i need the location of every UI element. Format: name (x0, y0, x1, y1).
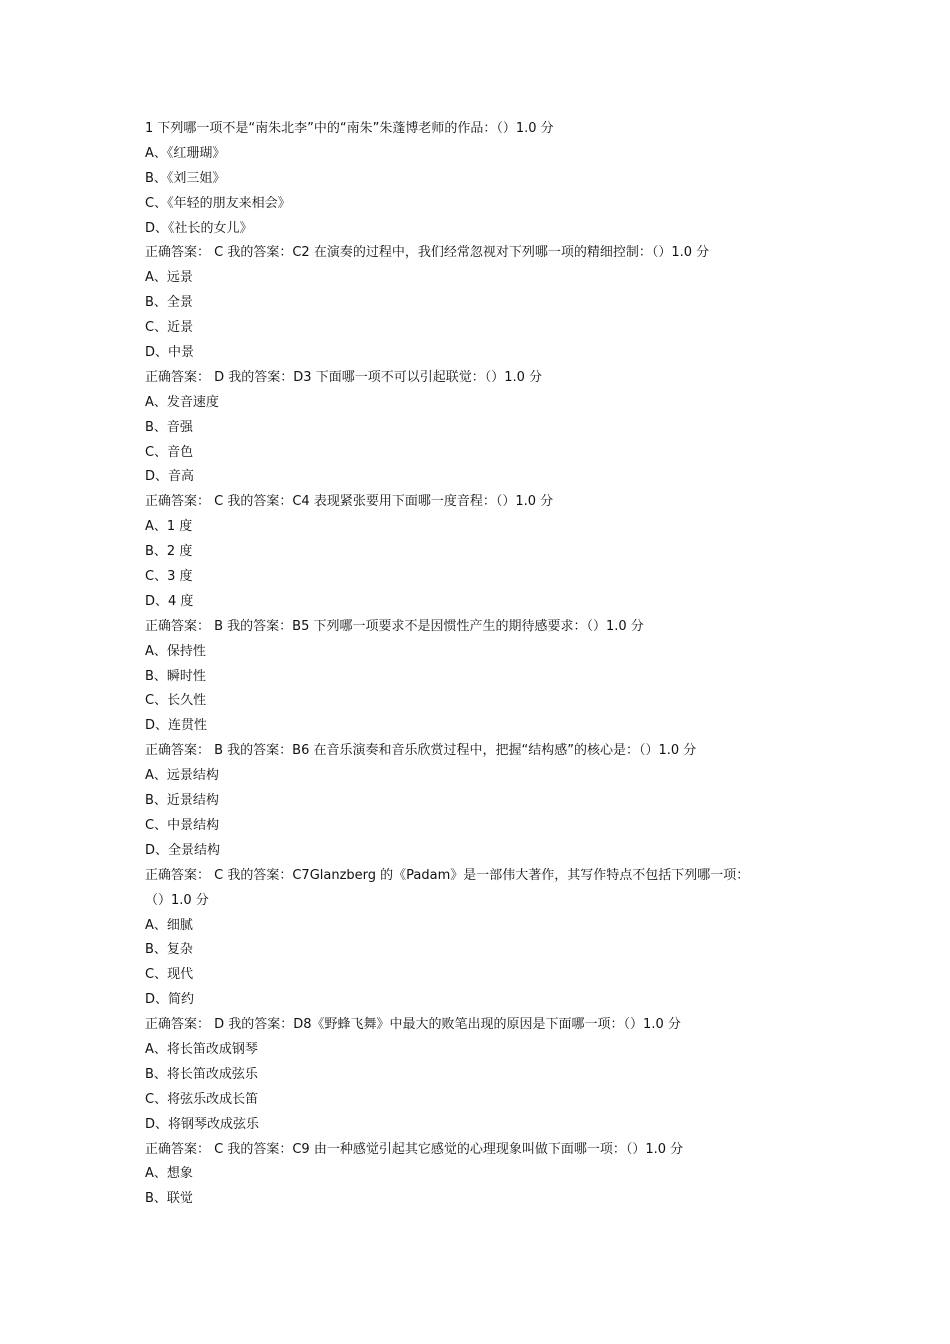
q4-option-b: B、2 度 (145, 544, 193, 560)
q6-option-a: A、远景结构 (145, 768, 219, 784)
question-7-score: （）1.0 分 (145, 892, 209, 908)
q8-option-a: A、将长笛改成钢琴 (145, 1041, 258, 1057)
q2-option-d: D、中景 (145, 345, 195, 361)
q9-option-b: B、联觉 (145, 1191, 193, 1207)
q7-option-d: D、简约 (145, 992, 195, 1008)
q1-option-d: D、《社长的女儿》 (145, 220, 253, 236)
q2-option-c: C、近景 (145, 320, 194, 336)
q4-option-a: A、1 度 (145, 519, 193, 535)
answer-2-question-3: 正确答案： D 我的答案：D3 下面哪一项不可以引起联觉：（）1.0 分 (145, 369, 542, 385)
q4-option-c: C、3 度 (145, 569, 193, 585)
answer-5-question-6: 正确答案： B 我的答案：B6 在音乐演奏和音乐欣赏过程中，把握“结构感”的核心是：（）1.0 分 (145, 743, 697, 759)
q8-option-b: B、将长笛改成弦乐 (145, 1066, 258, 1082)
q7-option-c: C、现代 (145, 967, 194, 983)
q1-option-b: B、《刘三姐》 (145, 170, 226, 186)
q7-option-a: A、细腻 (145, 917, 193, 933)
q5-option-a: A、保持性 (145, 643, 206, 659)
q5-option-b: B、瞬时性 (145, 668, 206, 684)
answer-8-question-9: 正确答案： C 我的答案：C9 由一种感觉引起其它感觉的心理现象叫做下面哪一项：（）1.0 分 (145, 1141, 684, 1157)
q3-option-a: A、发音速度 (145, 394, 219, 410)
q3-option-c: C、音色 (145, 444, 194, 460)
q1-option-a: A、《红珊瑚》 (145, 145, 226, 161)
q3-option-b: B、音强 (145, 419, 193, 435)
q9-option-a: A、想象 (145, 1166, 193, 1182)
quiz-content (145, 117, 810, 1212)
q8-option-d: D、将钢琴改成弦乐 (145, 1116, 260, 1132)
answer-4-question-5: 正确答案： B 我的答案：B5 下列哪一项要求不是因惯性产生的期待感要求：（）1.0 分 (145, 618, 644, 634)
answer-1-question-2: 正确答案： C 我的答案：C2 在演奏的过程中，我们经常忽视对下列哪一项的精细控制：（）1.0 分 (145, 245, 710, 261)
q6-option-d: D、全景结构 (145, 842, 221, 858)
q8-option-c: C、将弦乐改成长笛 (145, 1091, 259, 1107)
q6-option-b: B、近景结构 (145, 793, 219, 809)
q3-option-d: D、音高 (145, 469, 195, 485)
q6-option-c: C、中景结构 (145, 817, 220, 833)
q7-option-b: B、复杂 (145, 942, 193, 958)
answer-6-question-7: 正确答案： C 我的答案：C7Glanzberg 的《Padam》是一部伟大著作，其写作特点不包括下列哪一项： (145, 867, 750, 883)
answer-3-question-4: 正确答案： C 我的答案：C4 表现紧张要用下面哪一度音程：（）1.0 分 (145, 494, 554, 510)
q4-option-d: D、4 度 (145, 593, 194, 609)
q5-option-c: C、长久性 (145, 693, 207, 709)
q1-option-c: C、《年轻的朋友来相会》 (145, 195, 291, 211)
question-1: 1 下列哪一项不是“南朱北李”中的“南朱”朱蓬博老师的作品：（）1.0 分 (145, 121, 554, 136)
answer-7-question-8: 正确答案： D 我的答案：D8《野蜂飞舞》中最大的败笔出现的原因是下面哪一项：（）1.0 分 (145, 1017, 681, 1033)
q2-option-b: B、全景 (145, 295, 193, 311)
q2-option-a: A、远景 (145, 270, 193, 286)
q5-option-d: D、连贯性 (145, 718, 208, 734)
